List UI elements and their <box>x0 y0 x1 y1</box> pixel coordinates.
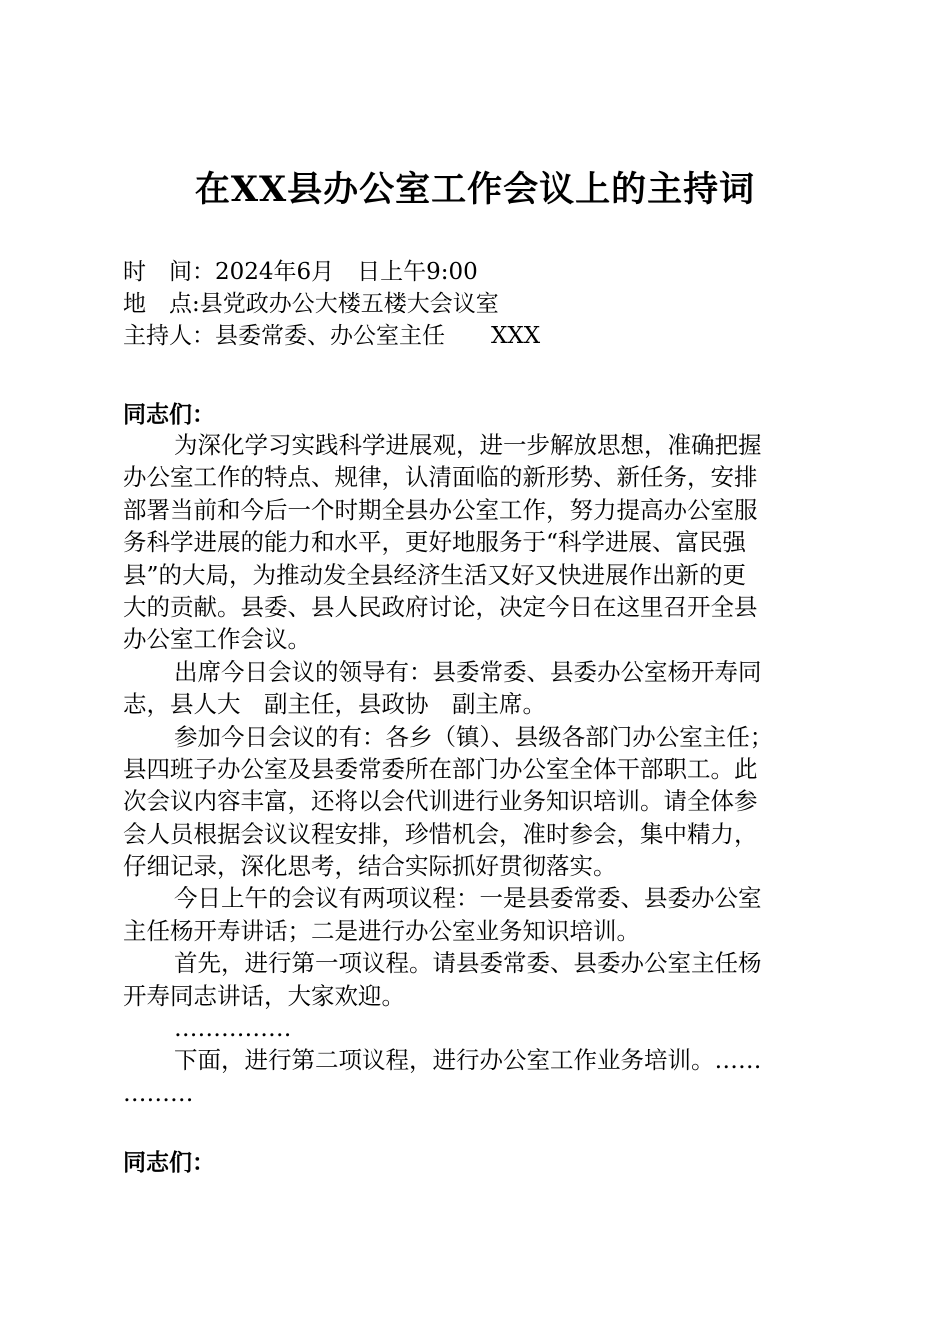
meeting-place: 地 点:县党政办公大楼五楼大会议室 <box>123 291 499 317</box>
salutation-top: 同志们： <box>123 401 215 428</box>
body-line: 部署当前和今后一个时期全县办公室工作，努力提高办公室服 <box>123 495 758 524</box>
body-line: 务科学进展的能力和水平，更好地服务于“科学进展、富民强 <box>123 528 747 557</box>
body-line: 下面，进行第二项议程，进行办公室工作业务培训。…… <box>174 1046 762 1075</box>
body-line: 主任杨开寿讲话；二是进行办公室业务知识培训。 <box>123 916 640 945</box>
body-line: 今日上午的会议有两项议程：一是县委常委、县委办公室 <box>174 884 762 913</box>
body-line: ……… <box>123 1078 194 1107</box>
body-line: 县四班子办公室及县委常委所在部门办公室全体干部职工。此 <box>123 754 758 783</box>
body-line: 办公室工作会议。 <box>123 625 311 654</box>
body-line: 大的贡献。县委、县人民政府讨论，决定今日在这里召开全县 <box>123 592 758 621</box>
salutation-bottom: 同志们： <box>123 1149 215 1176</box>
body-line: 开寿同志讲话，大家欢迎。 <box>123 981 405 1010</box>
body-line: 参加今日会议的有：各乡（镇）、县级各部门办公室主任； <box>174 722 774 751</box>
body-line: 出席今日会议的领导有：县委常委、县委办公室杨开寿同 <box>174 657 762 686</box>
body-line: 县”的大局，为推动发全县经济生活又好又快进展作出新的更 <box>123 560 747 589</box>
body-line: 仔细记录，深化思考，结合实际抓好贯彻落实。 <box>123 852 617 881</box>
body-line: 志，县人大 副主任，县政协 副主席。 <box>123 690 546 719</box>
body-line: …………… <box>174 1014 292 1043</box>
meeting-host: 主持人：县委常委、办公室主任 XXX <box>123 323 541 349</box>
body-line: 会人员根据会议议程安排，珍惜机会，准时参会，集中精力， <box>123 819 758 848</box>
document-title: 在XX县办公室工作会议上的主持词 <box>194 169 756 210</box>
body-line: 办公室工作的特点、规律，认清面临的新形势、新任务，安排 <box>123 463 758 492</box>
meeting-meta <box>123 256 540 352</box>
body-line: 首先，进行第一项议程。请县委常委、县委办公室主任杨 <box>174 949 762 978</box>
body-line: 为深化学习实践科学进展观，进一步解放思想，准确把握 <box>174 431 762 459</box>
meeting-time: 时 间：2024年6月 日上午9:00 <box>123 259 478 285</box>
body-text <box>123 429 773 1109</box>
body-line: 次会议内容丰富，还将以会代训进行业务知识培训。请全体参 <box>123 787 758 816</box>
